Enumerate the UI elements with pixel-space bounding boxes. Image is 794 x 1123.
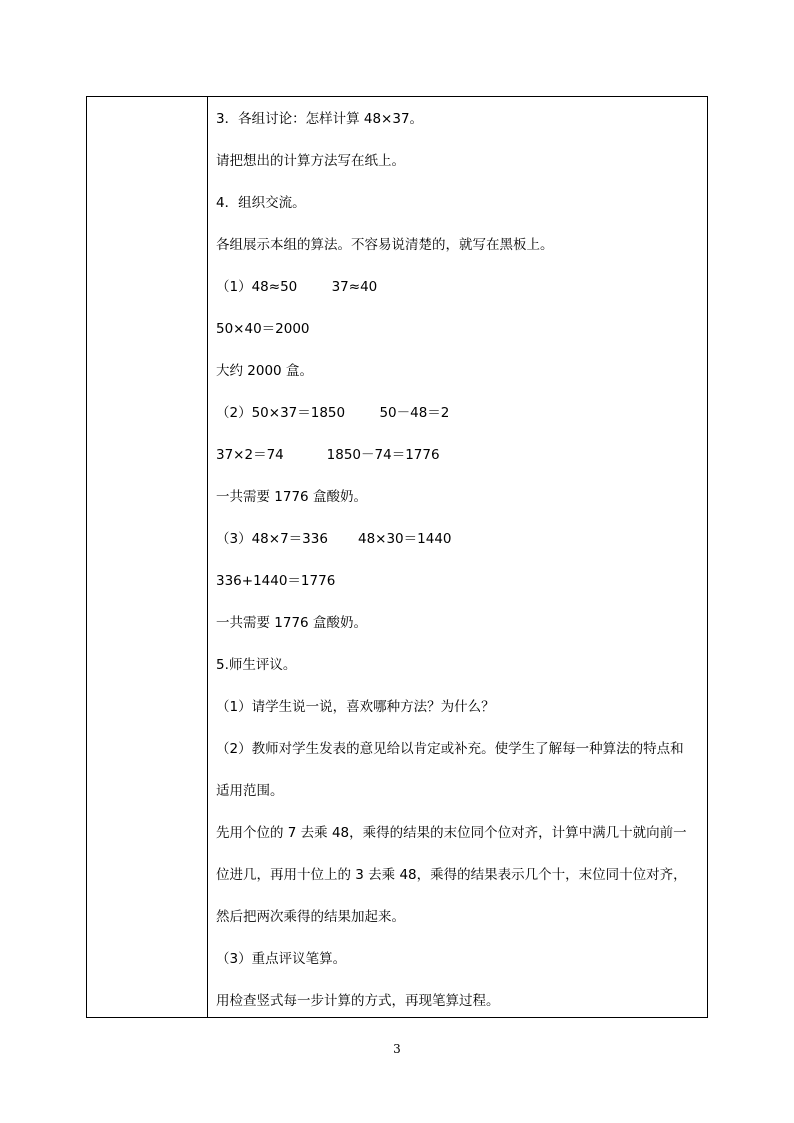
text-line: 各组展示本组的算法。不容易说清楚的，就写在黑板上。	[216, 237, 554, 253]
text-line: （1）48≈50 37≈40	[216, 279, 378, 295]
text-line: 大约 2000 盒。	[216, 363, 313, 379]
text-line: 一共需要 1776 盒酸奶。	[216, 489, 367, 505]
text-line: 336+1440＝1776	[216, 573, 336, 589]
table-content-cell	[208, 97, 707, 1017]
text-line: 适用范围。	[216, 783, 284, 799]
text-line: （2）50×37＝1850 50－48＝2	[216, 405, 450, 421]
text-line: 位进几，再用十位上的 3 去乘 48，乘得的结果表示几个十，末位同十位对齐，	[216, 867, 687, 883]
text-line: 50×40＝2000	[216, 321, 310, 337]
text-line: （3）重点评议笔算。	[216, 951, 347, 967]
text-line: （2）教师对学生发表的意见给以肯定或补充。使学生了解每一种算法的特点和	[216, 741, 684, 757]
text-line: 一共需要 1776 盒酸奶。	[216, 615, 367, 631]
lesson-table	[86, 96, 708, 1018]
text-line: 5.师生评议。	[216, 657, 297, 673]
text-line: 37×2＝74 1850－74＝1776	[216, 447, 440, 463]
text-line: 请把想出的计算方法写在纸上。	[216, 153, 405, 169]
text-line: 然后把两次乘得的结果加起来。	[216, 909, 405, 925]
text-line: 3．各组讨论：怎样计算 48×37。	[216, 111, 424, 127]
text-line: （3）48×7＝336 48×30＝1440	[216, 531, 452, 547]
page-number: 3	[393, 1042, 401, 1056]
text-line: 先用个位的 7 去乘 48，乘得的结果的末位同个位对齐，计算中满几十就向前一	[216, 825, 687, 841]
table-left-column	[87, 97, 208, 1017]
text-line: （1）请学生说一说，喜欢哪种方法？为什么？	[216, 699, 495, 715]
text-line: 4．组织交流。	[216, 195, 306, 211]
text-line: 用检查竖式每一步计算的方式，再现笔算过程。	[216, 993, 500, 1009]
